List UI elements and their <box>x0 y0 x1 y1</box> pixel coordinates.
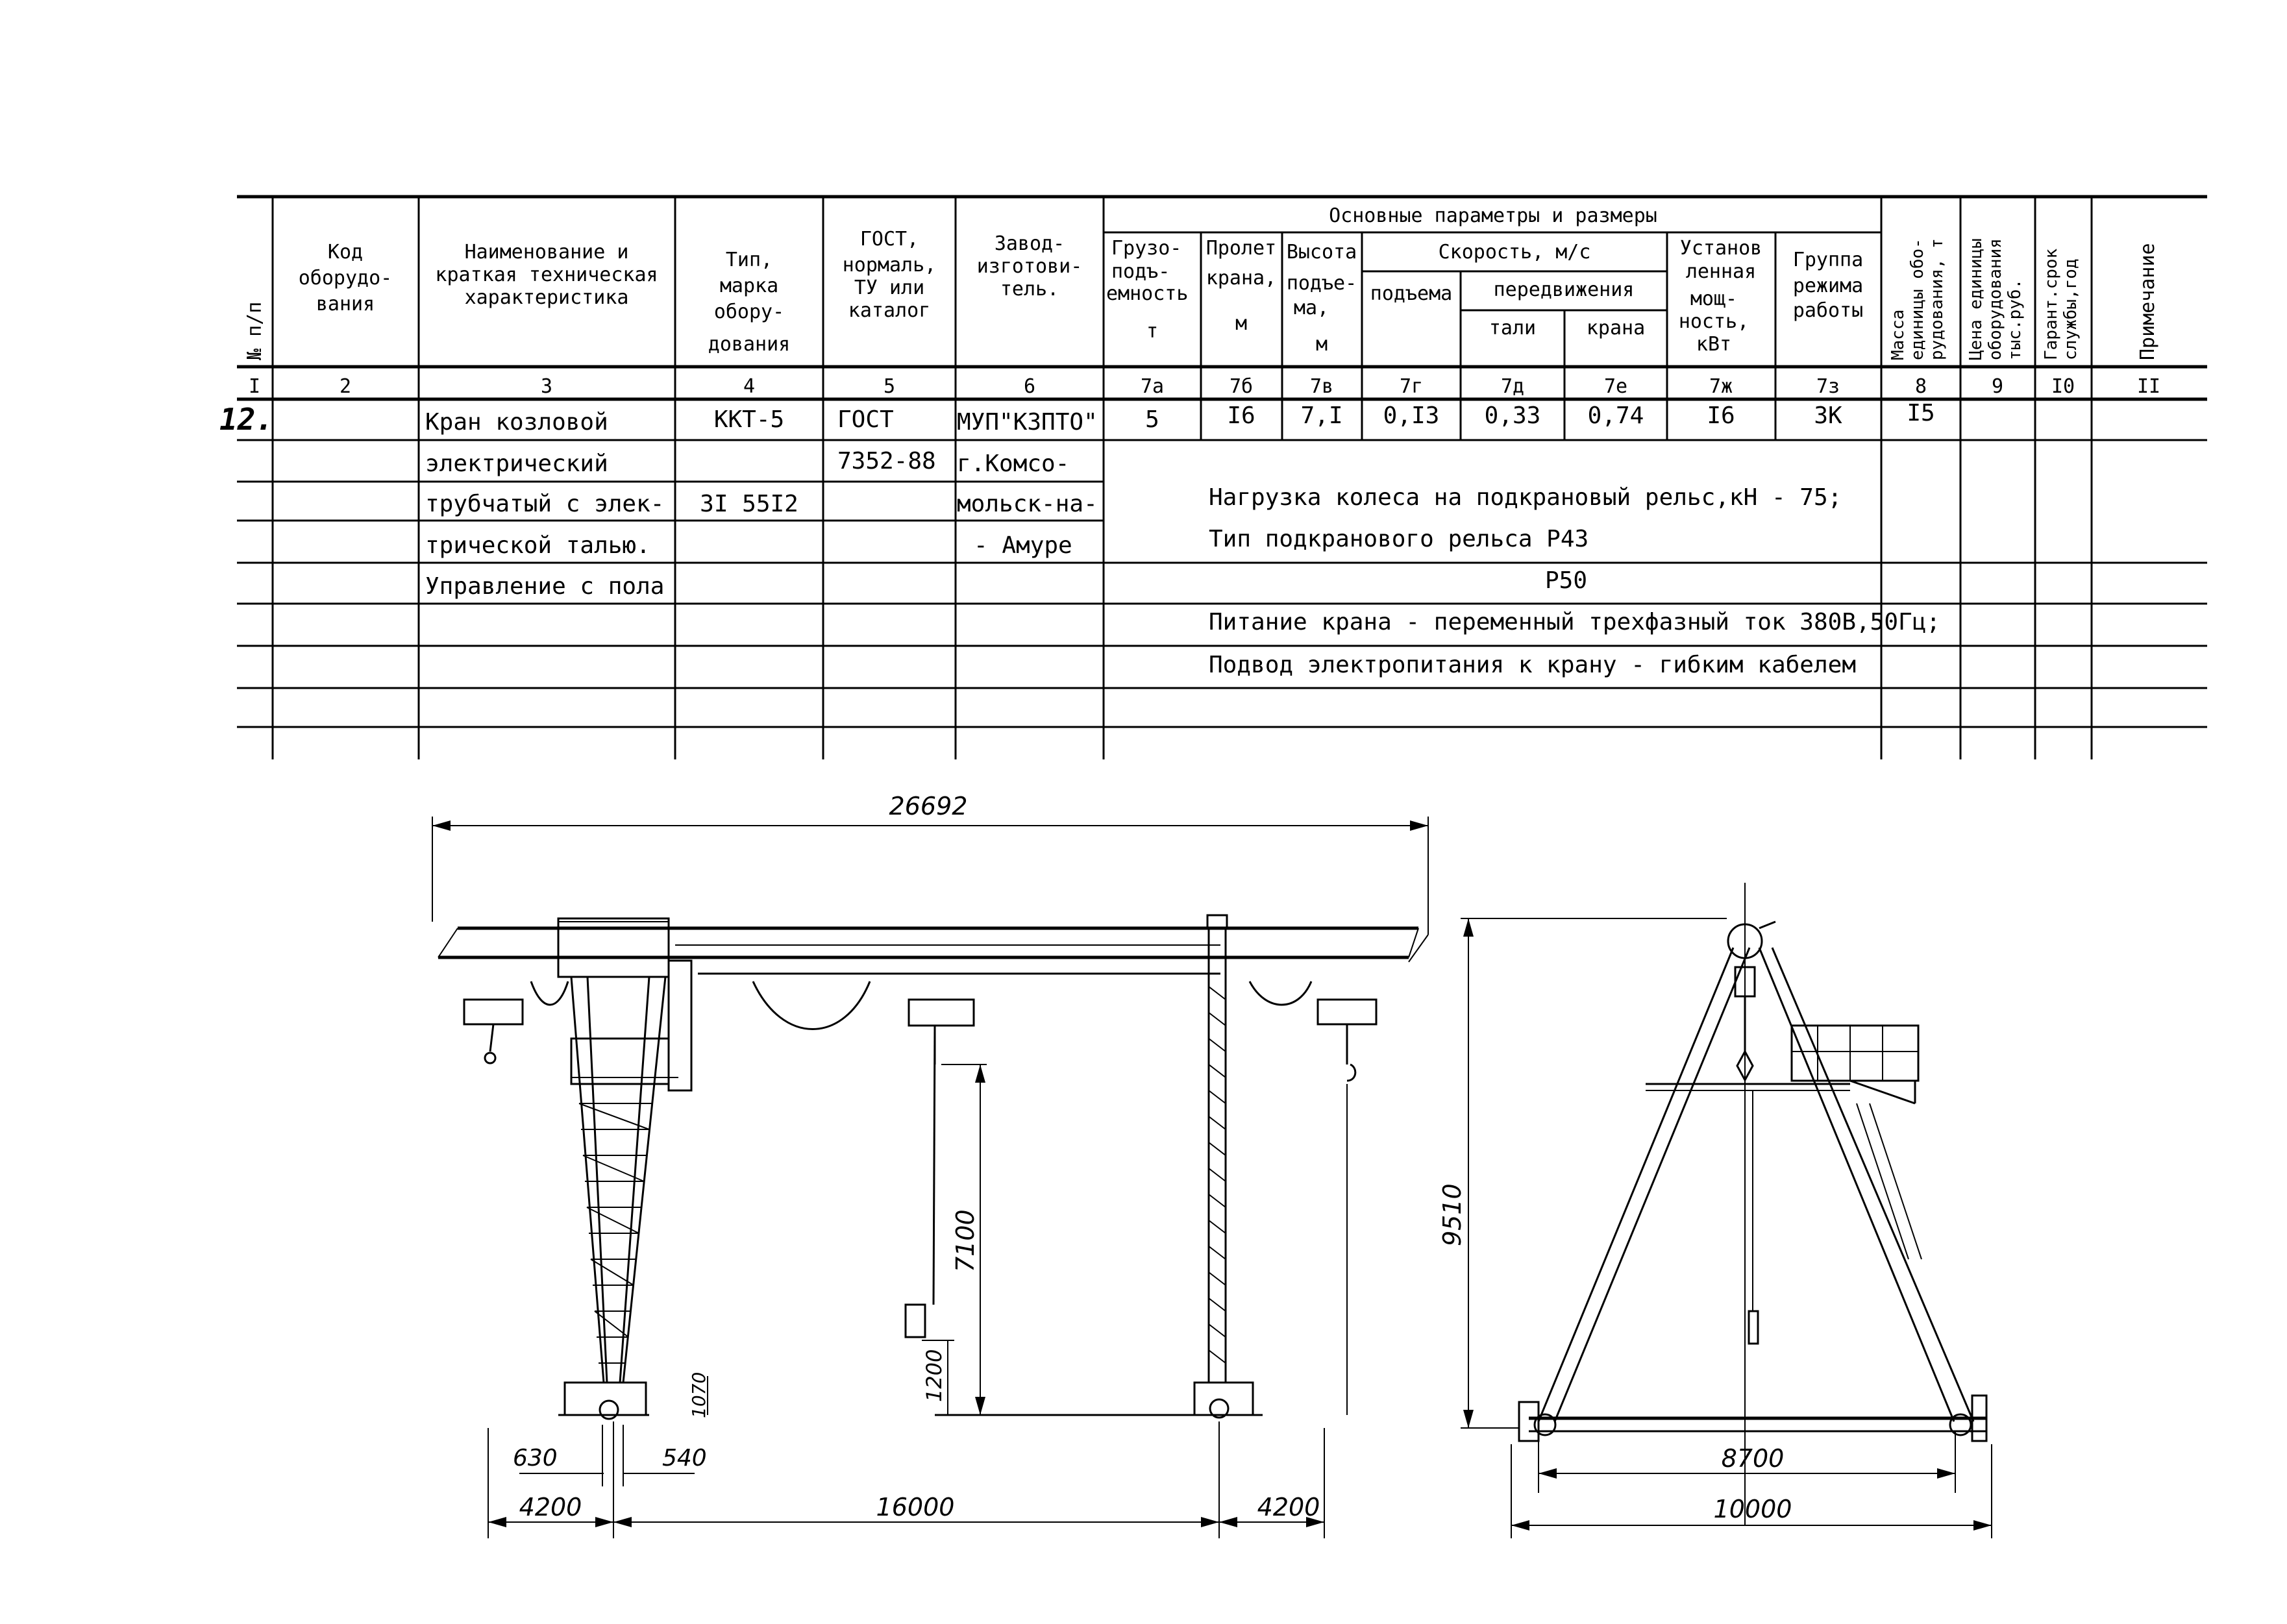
row-maker-line4: - Амуре <box>974 532 1072 559</box>
colnum-2: 2 <box>339 375 352 398</box>
header-7v-line4: м <box>1315 333 1328 356</box>
colnum-7a: 7а <box>1140 375 1165 398</box>
header-price-line1: Цена единицы <box>1966 238 1986 360</box>
header-mass-line2: единицы обо- <box>1908 238 1927 360</box>
header-7a-line4: т <box>1146 320 1159 343</box>
note-power-supply: Питание крана - переменный трехфазный ток 380В,50Гц; <box>1209 609 1941 635</box>
header-7a-line2: подъ- <box>1111 260 1170 283</box>
header-move-group: передвижения <box>1493 278 1635 301</box>
header-code-line2: оборудо- <box>298 267 393 289</box>
colnum-4: 4 <box>743 375 756 398</box>
val-hoist-speed: 0,33 <box>1484 402 1541 429</box>
header-gost-line4: каталог <box>848 299 931 322</box>
header-7v-line1: Высота <box>1286 241 1357 264</box>
colnum-7d: 7д <box>1500 375 1525 398</box>
colnum-1: I <box>248 375 261 398</box>
dim-side-width: 10000 <box>1713 1495 1792 1523</box>
colnum-8: 8 <box>1914 375 1927 398</box>
header-7zh-line2: ленная <box>1685 260 1757 283</box>
row-gost-line2: 7352-88 <box>837 448 936 474</box>
header-7z-line3: работы <box>1792 299 1864 322</box>
val-mass: I5 <box>1907 400 1935 426</box>
header-name-line1: Наименование и <box>464 241 629 264</box>
header-7v-line3: ма, <box>1293 297 1329 319</box>
header-gost-line2: нормаль, <box>842 254 937 277</box>
colnum-7zh: 7ж <box>1709 375 1733 398</box>
colnum-7v: 7в <box>1309 375 1334 398</box>
header-7zh-line3: мощ- <box>1690 288 1738 310</box>
header-maker-line2: изготови- <box>976 255 1083 278</box>
header-7b-line1: Пролет <box>1205 237 1277 260</box>
val-height: 7,I <box>1300 402 1343 429</box>
dim-right-cantilever: 4200 <box>1257 1493 1320 1521</box>
dim-hook-low: 1200 <box>922 1349 946 1402</box>
header-notes: Примечание <box>2136 243 2159 360</box>
note-wheel-load: Нагрузка колеса на подкрановый рельс,кН - 75; <box>1209 484 1842 511</box>
header-maker-line1: Завод- <box>994 232 1065 255</box>
note-cable-feed: Подвод электропитания к крану - гибким кабелем <box>1209 652 1856 678</box>
header-7b-line2: крана, <box>1205 267 1277 289</box>
row-name-line3: трубчатый с элек- <box>425 491 665 517</box>
row-name-line4: трической талью. <box>425 532 650 559</box>
header-warranty-line1: Гарант.срок <box>2042 248 2061 360</box>
dim-left-cantilever: 4200 <box>519 1493 582 1521</box>
header-gost-line1: ГОСТ, <box>859 228 919 251</box>
table-row <box>219 400 1940 678</box>
dim-span: 16000 <box>876 1493 955 1521</box>
header-7e: крана <box>1586 317 1646 339</box>
row-maker-line2: г.Комсо- <box>957 450 1070 477</box>
dim-overall: 26692 <box>889 792 968 820</box>
header-7z-line2: режима <box>1792 275 1864 297</box>
header-7v-line2: подъе- <box>1286 272 1357 295</box>
header-params-group: Основные параметры и размеры <box>1329 204 1657 227</box>
row-name-line5: Управление с пола <box>425 573 665 600</box>
header-7b-line3: м <box>1235 312 1248 335</box>
row-type-line1: ККТ-5 <box>713 406 785 433</box>
header-number: № п/п <box>243 301 266 360</box>
dim-rail-h: 1070 <box>688 1372 710 1418</box>
crane-front-view <box>432 792 1428 1538</box>
colnum-7e: 7е <box>1603 375 1628 398</box>
note-rail-type: Тип подкранового рельса Р43 <box>1209 526 1589 552</box>
val-mode-group: 3К <box>1814 402 1842 429</box>
colnum-10: I0 <box>2051 375 2075 398</box>
header-speed-group: Скорость, м/с <box>1438 241 1591 264</box>
dim-wheel-base: 8700 <box>1721 1444 1785 1473</box>
val-span: I6 <box>1227 402 1255 429</box>
header-7d: тали <box>1489 317 1537 339</box>
row-gost-line1: ГОСТ <box>837 406 894 433</box>
colnum-7g: 7г <box>1399 375 1424 398</box>
header-7a-line3: емность <box>1106 282 1189 305</box>
header-mass-line3: рудования, т <box>1927 238 1947 360</box>
header-7zh-line5: кВт <box>1696 333 1732 356</box>
header-type-line4: дования <box>708 333 791 356</box>
header-7zh-line1: Установ <box>1679 237 1762 260</box>
dim-540: 540 <box>662 1445 707 1471</box>
val-capacity: 5 <box>1145 406 1159 433</box>
column-number-row <box>249 375 2160 398</box>
dim-630: 630 <box>513 1445 558 1471</box>
header-price-line3: тыс.руб. <box>2005 278 2025 360</box>
header-warranty-line2: службы,год <box>2061 258 2081 360</box>
header-type-line2: марка <box>719 275 779 297</box>
row-maker-line3: мольск-на- <box>957 491 1098 517</box>
header-code-line1: Код <box>327 241 364 264</box>
header-7zh-line4: ность, <box>1678 310 1749 333</box>
dim-lift-height: 7100 <box>951 1209 980 1272</box>
header-type-line1: Тип, <box>725 249 773 271</box>
header-name-line3: характеристика <box>464 286 629 309</box>
note-rail-alt: Р50 <box>1545 567 1588 594</box>
row-type-line3: 3I 55I2 <box>700 491 798 517</box>
header-code-line3: вания <box>315 293 375 315</box>
row-name-line1: Кран козловой <box>425 409 608 436</box>
header-type-line3: обору- <box>713 301 785 323</box>
header-7z-line1: Группа <box>1792 249 1864 271</box>
dim-side-height: 9510 <box>1438 1183 1466 1246</box>
header-7a-line1: Грузо- <box>1111 237 1182 260</box>
header-7g: подъема <box>1370 282 1453 305</box>
row-name-line2: электрический <box>425 450 608 477</box>
colnum-6: 6 <box>1023 375 1036 398</box>
header-price-line2: оборудования <box>1986 238 2005 360</box>
val-lift-speed: 0,I3 <box>1383 402 1440 429</box>
colnum-7b: 7б <box>1229 375 1254 398</box>
val-power: I6 <box>1707 402 1735 429</box>
row-maker-line1: МУП"КЗПТО" <box>957 409 1098 436</box>
colnum-5: 5 <box>883 375 896 398</box>
colnum-11: II <box>2136 375 2161 398</box>
header-maker-line3: тель. <box>1000 278 1059 301</box>
colnum-7z: 7з <box>1816 375 1840 398</box>
colnum-3: 3 <box>540 375 553 398</box>
val-crane-speed: 0,74 <box>1587 402 1644 429</box>
colnum-9: 9 <box>1991 375 2004 398</box>
header-mass-line1: Масса <box>1888 309 1908 360</box>
row-number: 12. <box>219 402 274 437</box>
header-gost-line3: ТУ или <box>854 277 925 299</box>
crane-side-view <box>1438 883 1992 1538</box>
header-name-line2: краткая техническая <box>435 264 658 286</box>
